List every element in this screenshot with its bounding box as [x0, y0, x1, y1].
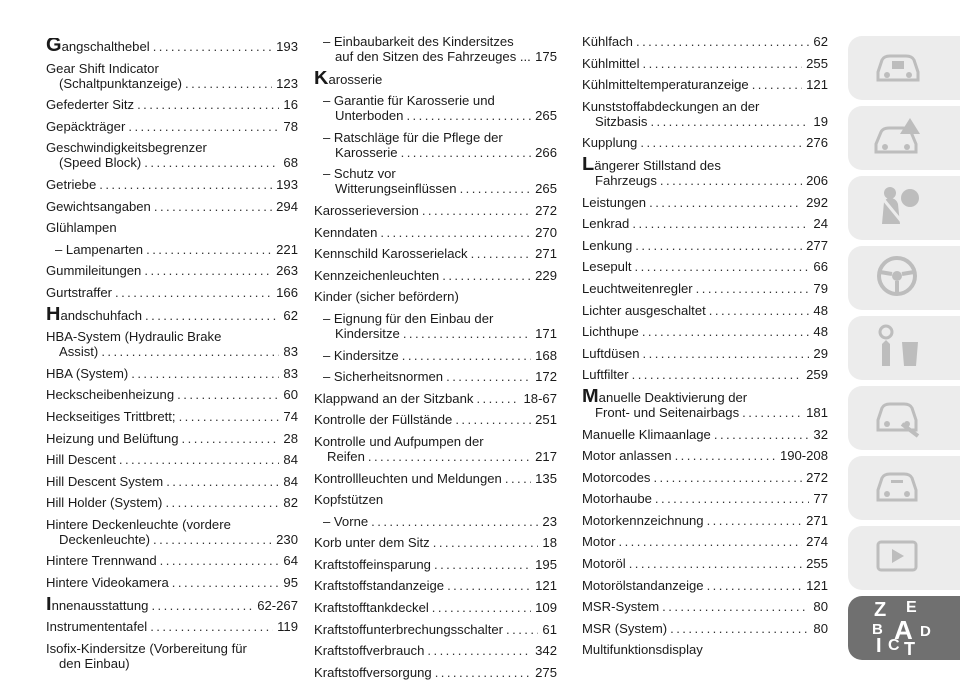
entry-text — [582, 389, 802, 405]
index-entry — [46, 495, 298, 510]
index-entry — [46, 177, 298, 192]
entry-text: Hill Holder (System) . . . — [46, 495, 279, 510]
page-number: 68 — [283, 155, 298, 171]
page-number: 62 — [813, 34, 828, 49]
entry-text — [46, 38, 272, 54]
entry-text: Kenndaten . . . — [314, 225, 531, 240]
entry-text: Kontrollleuchten und Meldungen . . . — [314, 471, 531, 486]
index-entry — [46, 366, 298, 381]
entry-text: Karosserie . . . — [323, 145, 531, 160]
entry-text — [46, 597, 253, 613]
entry-text: Assist) . . . — [46, 344, 279, 359]
index-entry — [46, 431, 298, 446]
entry-text: Gewichtsangaben . . . — [46, 199, 272, 214]
index-letter: D — [920, 623, 931, 640]
index-entry — [46, 452, 298, 467]
entry-text: auf den Sitzen des Fahrzeuges ... — [335, 49, 531, 64]
entry-text: Witterungseinflüssen . . . — [323, 181, 531, 196]
page-number: 121 — [535, 578, 557, 594]
page-number: 82 — [283, 495, 298, 511]
page-number: 271 — [806, 512, 828, 528]
page-number: 274 — [806, 534, 828, 550]
index-letter: B — [872, 621, 883, 638]
index-entry — [582, 195, 828, 210]
page-number: 77 — [813, 491, 828, 507]
page-number: 19 — [813, 113, 828, 129]
index-entry — [314, 600, 557, 615]
page-number: 80 — [813, 620, 828, 636]
entry-text: Lenkung . . . — [582, 238, 802, 253]
index-entry — [46, 553, 298, 568]
page-number: 230 — [276, 531, 298, 547]
page-number: 48 — [813, 324, 828, 340]
index-entry — [46, 329, 298, 359]
page-number: 23 — [542, 513, 557, 529]
index-entry — [582, 621, 828, 636]
page-number: 18 — [542, 535, 557, 551]
index-entry — [582, 281, 828, 296]
index-letter: T — [904, 639, 915, 659]
index-subentry — [314, 93, 557, 123]
entry-text: Kraftstoffunterbrechungsschalter . . . — [314, 622, 538, 637]
entry-text: Hintere Deckenleuchte (vordere — [46, 516, 231, 532]
entry-text: MSR (System) . . . — [582, 621, 809, 636]
entry-text: Lesepult . . . — [582, 259, 809, 274]
section-letter: G — [46, 38, 62, 54]
page-number: 84 — [283, 473, 298, 489]
chapter-tab-4[interactable] — [848, 246, 960, 310]
entry-text: Hill Descent . . . — [46, 452, 279, 467]
index-entry — [314, 434, 557, 464]
chapter-tab-2[interactable] — [848, 106, 960, 170]
car-tools-icon — [872, 324, 922, 373]
entry-text: – Ratschläge für die Pflege der — [323, 129, 503, 145]
index-entry — [46, 119, 298, 134]
entry-text: Instrumententafel . . . — [46, 619, 273, 634]
page-number: 80 — [813, 599, 828, 615]
page-number: 265 — [535, 108, 557, 124]
index-entry — [582, 99, 828, 129]
entry-text: Gepäckträger . . . — [46, 119, 279, 134]
index-entry — [46, 285, 298, 300]
index-section-entry — [314, 71, 557, 87]
section-letter: K — [314, 70, 329, 87]
index-entry — [582, 367, 828, 382]
entry-text: – Schutz vor — [323, 166, 396, 182]
page-number: 74 — [283, 408, 298, 424]
entry-text: Geschwindigkeitsbegrenzer — [46, 140, 207, 156]
entry-text: (Speed Block) . . . — [46, 155, 279, 170]
entry-text: Hintere Videokamera . . . — [46, 575, 279, 590]
entry-text: – Einbaubarkeit des Kindersitzes — [323, 34, 514, 49]
index-entry — [46, 263, 298, 278]
index-entry — [46, 575, 298, 590]
index-entry — [582, 448, 828, 463]
entry-text: Heckscheibenheizung . . . — [46, 387, 279, 402]
index-entry — [314, 246, 557, 261]
section-letter: M — [582, 388, 599, 407]
page-number: 168 — [535, 347, 557, 363]
page-number: 193 — [276, 39, 298, 54]
index-subentry — [46, 242, 298, 257]
index-section-entry — [582, 389, 828, 420]
page-number: 172 — [535, 369, 557, 385]
page-number: 175 — [535, 49, 557, 64]
index-section-entry — [46, 597, 298, 613]
entry-text: Hintere Trennwand . . . — [46, 553, 279, 568]
entry-text: Kraftstofftankdeckel . . . — [314, 600, 531, 615]
index-entry — [46, 387, 298, 402]
page-number: 270 — [535, 224, 557, 240]
index-entry — [582, 216, 828, 231]
index-entry — [46, 199, 298, 214]
page-number: 48 — [813, 302, 828, 318]
page-number: 255 — [806, 556, 828, 572]
car-service-icon — [872, 394, 922, 443]
page-number: 265 — [535, 181, 557, 197]
multimedia-icon — [872, 534, 922, 583]
page-number: 121 — [806, 77, 828, 93]
index-subentry — [314, 34, 557, 64]
index-entry — [582, 513, 828, 528]
page-number: 123 — [276, 75, 298, 91]
page-number: 271 — [535, 246, 557, 262]
index-entry — [314, 412, 557, 427]
index-entry — [314, 535, 557, 550]
entry-text: Kupplung . . . — [582, 135, 802, 150]
index-az-icon — [872, 599, 942, 657]
entry-text: Reifen . . . — [314, 449, 531, 464]
entry-text: Kontrolle und Aufpumpen der — [314, 433, 484, 449]
entry-text: Motoröl . . . — [582, 556, 802, 571]
index-entry — [582, 427, 828, 442]
page-number: 83 — [283, 365, 298, 381]
index-entry — [582, 491, 828, 506]
page-number: 24 — [813, 216, 828, 232]
chapter-tab-6[interactable] — [848, 386, 960, 450]
entry-text: Motorkennzeichnung . . . — [582, 513, 802, 528]
chapter-tab-9[interactable] — [848, 596, 960, 660]
steering-wheel-icon — [872, 254, 922, 303]
seatbelt-airbag-icon — [872, 184, 922, 233]
entry-text: – Sicherheitsnormen . . . — [323, 369, 531, 384]
page-number: 121 — [806, 577, 828, 593]
index-entry — [314, 391, 557, 406]
index-subentry — [314, 348, 557, 363]
page-number: 109 — [535, 600, 557, 616]
page-number: 251 — [535, 412, 557, 428]
page-number: 171 — [535, 325, 557, 341]
index-entry — [582, 470, 828, 485]
entry-text: – Kindersitze . . . — [323, 348, 531, 363]
index-entry — [582, 642, 828, 657]
index-subentry — [314, 369, 557, 384]
index-subentry — [314, 311, 557, 341]
car-warning-icon — [872, 114, 922, 163]
page-number: 61 — [542, 621, 557, 637]
index-entry — [46, 61, 298, 91]
entry-text: Sitzbasis . . . — [582, 114, 809, 129]
index-section-entry — [46, 307, 298, 323]
index-entry — [582, 259, 828, 274]
entry-text: MSR-System . . . — [582, 599, 809, 614]
section-first-word: angschalthebel — [61, 39, 150, 54]
index-section-entry — [46, 38, 298, 54]
index-entry — [314, 578, 557, 593]
page-number: 62-267 — [257, 597, 298, 613]
page-number: 229 — [535, 267, 557, 283]
chapter-sidebar — [848, 36, 960, 659]
index-letter: A — [894, 615, 913, 645]
entry-text: Gefederter Sitz . . . — [46, 97, 279, 112]
entry-text: Motorölstandanzeige . . . — [582, 578, 802, 593]
section-letter: L — [582, 156, 595, 175]
entry-text: – Eignung für den Einbau der — [323, 310, 494, 326]
page-number: 32 — [813, 426, 828, 442]
entry-text: Luftfilter . . . — [582, 367, 802, 382]
car-dashboard-icon — [872, 44, 922, 93]
page-number: 277 — [806, 237, 828, 253]
page-number: 195 — [535, 556, 557, 572]
index-entry — [314, 203, 557, 218]
page-number: 29 — [813, 345, 828, 361]
entry-text: Heckseitiges Trittbrett; . . . — [46, 409, 279, 424]
entry-text: Luftdüsen . . . — [582, 346, 809, 361]
section-first-word: arosserie — [328, 71, 383, 87]
page-number: 294 — [276, 198, 298, 214]
page-number: 206 — [806, 172, 828, 188]
page-number: 166 — [276, 284, 298, 300]
entry-text: Gummileitungen . . . — [46, 263, 272, 278]
entry-text: Glühlampen — [46, 220, 117, 236]
car-data-icon — [872, 464, 922, 513]
entry-text: Kopfstützen — [314, 492, 384, 508]
index-entry — [582, 534, 828, 549]
page-number: 263 — [276, 263, 298, 279]
chapter-tab-7[interactable] — [848, 456, 960, 520]
page-number: 79 — [813, 280, 828, 296]
entry-text — [582, 157, 802, 173]
entry-text: Heizung und Belüftung . . . — [46, 431, 279, 446]
entry-text: Getriebe . . . — [46, 177, 272, 192]
entry-text: Kontrolle der Füllstände . . . — [314, 412, 531, 427]
index-entry — [582, 56, 828, 71]
entry-text: – Garantie für Karosserie und — [323, 93, 495, 109]
index-letter: Z — [874, 599, 887, 621]
page-number: 60 — [283, 387, 298, 403]
entry-text: Hill Descent System . . . — [46, 474, 279, 489]
entry-text: Lichthupe . . . — [582, 324, 809, 339]
entry-text: Leuchtweitenregler . . . — [582, 281, 809, 296]
index-entry — [46, 619, 298, 634]
chapter-tab-3[interactable] — [848, 176, 960, 240]
page-number: 259 — [806, 367, 828, 383]
chapter-tab-8[interactable] — [848, 526, 960, 590]
section-first-word: anuelle Deaktivierung der — [598, 389, 748, 405]
page-number: 181 — [806, 404, 828, 420]
index-letter: I — [876, 635, 882, 657]
index-column-3 — [582, 34, 828, 664]
index-subentry — [314, 130, 557, 160]
page-number: 272 — [806, 469, 828, 485]
entry-text: Kühlfach . . . — [582, 34, 809, 49]
entry-text: Kraftstoffstandanzeige . . . — [314, 578, 531, 593]
section-letter: H — [46, 306, 61, 323]
entry-text: HBA (System) . . . — [46, 366, 279, 381]
index-subentry — [314, 514, 557, 529]
entry-text: Kühlmitteltemperaturanzeige . . . — [582, 77, 802, 92]
section-first-word: andschuhfach — [60, 307, 142, 323]
entry-text: Lenkrad . . . — [582, 216, 809, 231]
entry-text: Kraftstoffeinsparung . . . — [314, 557, 531, 572]
index-entry — [582, 238, 828, 253]
index-entry — [46, 409, 298, 424]
chapter-tab-1[interactable] — [848, 36, 960, 100]
section-letter: I — [46, 596, 52, 613]
page-number: 83 — [283, 344, 298, 360]
page-number: 217 — [535, 448, 557, 464]
index-entry — [46, 517, 298, 547]
page-number: 84 — [283, 452, 298, 468]
entry-text: Kennschild Karosserielack . . . — [314, 246, 531, 261]
page-number: 16 — [283, 97, 298, 113]
page-number: 78 — [283, 118, 298, 134]
index-entry — [314, 492, 557, 507]
entry-text: Deckenleuchte) . . . — [46, 532, 272, 547]
index-subentry — [314, 166, 557, 196]
entry-text: (Schaltpunktanzeige) . . . — [46, 76, 272, 91]
page-number: 342 — [535, 643, 557, 659]
entry-text: Karosserieversion . . . — [314, 203, 531, 218]
index-entry — [582, 599, 828, 614]
index-entry — [582, 324, 828, 339]
entry-text: Front- und Seitenairbags . . . — [582, 405, 802, 420]
page-number: 255 — [806, 55, 828, 71]
section-first-word: nnenausstattung — [51, 597, 149, 613]
page-number: 62 — [283, 307, 298, 323]
entry-text: Gurtstraffer . . . — [46, 285, 272, 300]
page-number: 66 — [813, 259, 828, 275]
entry-text: – Vorne . . . — [323, 514, 538, 529]
entry-text: Motor anlassen . . . — [582, 448, 776, 463]
entry-text: Kühlmittel . . . — [582, 56, 802, 71]
index-letter: C — [888, 637, 900, 654]
section-first-word: ängerer Stillstand des — [594, 157, 721, 173]
index-entry — [314, 225, 557, 240]
entry-text: Isofix-Kindersitze (Vorbereitung für — [46, 640, 247, 656]
index-entry — [582, 346, 828, 361]
index-section-entry — [582, 157, 828, 188]
entry-text: Korb unter dem Sitz . . . — [314, 535, 538, 550]
index-entry — [582, 135, 828, 150]
entry-text: Leistungen . . . — [582, 195, 802, 210]
index-column-2 — [314, 34, 557, 686]
page-number: 193 — [276, 176, 298, 192]
entry-text: Motorcodes . . . — [582, 470, 802, 485]
index-entry — [314, 268, 557, 283]
entry-text: Unterboden . . . — [323, 108, 531, 123]
entry-text — [314, 71, 557, 87]
index-entry — [582, 578, 828, 593]
entry-text: Gear Shift Indicator — [46, 60, 159, 76]
index-entry — [46, 474, 298, 489]
page-number: 221 — [276, 241, 298, 257]
index-entry — [582, 34, 828, 49]
chapter-tab-5[interactable] — [848, 316, 960, 380]
page-number: 266 — [535, 144, 557, 160]
index-entry — [46, 97, 298, 112]
index-column-1 — [46, 34, 298, 677]
entry-text: Kinder (sicher befördern) — [314, 289, 459, 305]
page-number: 95 — [283, 575, 298, 591]
entry-text: Kennzeichenleuchten . . . — [314, 268, 531, 283]
page-number: 28 — [283, 430, 298, 446]
entry-text — [46, 307, 279, 323]
page-number: 292 — [806, 194, 828, 210]
entry-text: – Lampenarten . . . — [55, 242, 272, 257]
page-number: 276 — [806, 135, 828, 151]
page-number: 135 — [535, 470, 557, 486]
page-number: 119 — [277, 619, 298, 635]
index-entry — [314, 289, 557, 304]
entry-text: Klappwand an der Sitzbank . . . — [314, 391, 520, 406]
entry-text: Fahrzeugs . . . — [582, 173, 802, 188]
index-entry — [314, 471, 557, 486]
entry-text: Multifunktionsdisplay — [582, 642, 703, 658]
page-number: 64 — [283, 553, 298, 569]
index-entry — [46, 641, 298, 671]
index-entry — [314, 643, 557, 658]
entry-text: Manuelle Klimaanlage . . . — [582, 427, 809, 442]
index-entry — [46, 220, 298, 235]
entry-text: Kindersitze . . . — [323, 326, 531, 341]
index-entry — [582, 303, 828, 318]
entry-text: Lichter ausgeschaltet . . . — [582, 303, 809, 318]
entry-text: den Einbau) — [59, 655, 130, 671]
entry-text: Kraftstoffversorgung . . . — [314, 665, 531, 680]
entry-text: Kunststoffabdeckungen an der — [582, 98, 760, 114]
index-letter: E — [906, 599, 917, 616]
index-entry — [582, 556, 828, 571]
index-entry — [46, 140, 298, 170]
page-number: 190-208 — [779, 448, 828, 464]
index-entry — [314, 622, 557, 637]
entry-text: HBA-System (Hydraulic Brake — [46, 329, 222, 345]
entry-text: Kraftstoffverbrauch . . . — [314, 643, 531, 658]
page-number: 275 — [535, 664, 557, 680]
index-entry — [314, 665, 557, 680]
page-number: 272 — [535, 202, 557, 218]
entry-text: Motorhaube . . . — [582, 491, 809, 506]
index-entry — [582, 77, 828, 92]
page-number: 18-67 — [523, 390, 557, 406]
index-entry — [314, 557, 557, 572]
entry-text: Motor . . . — [582, 534, 802, 549]
